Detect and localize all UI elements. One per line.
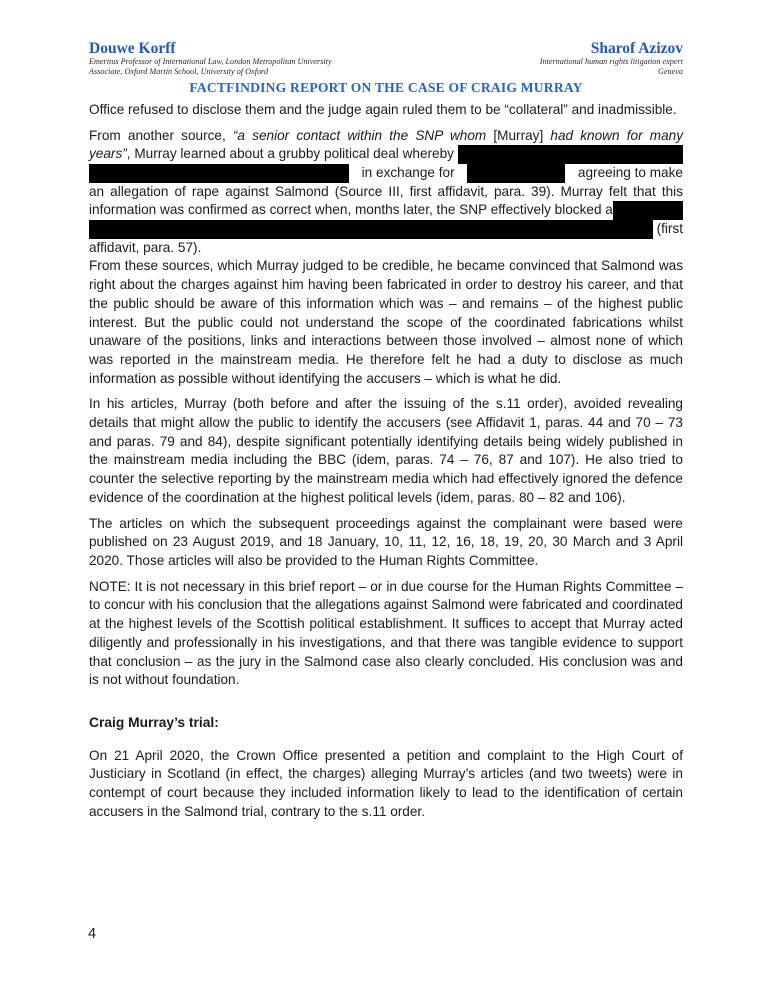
- text-segment: “a senior contact within the SNP whom: [232, 127, 494, 143]
- paragraph-intro: Office refused to disclose them and the judge again ruled them to be “collateral” and inadmissible.: [89, 101, 677, 117]
- author-name-right: Sharof Azizov: [590, 40, 683, 57]
- text-segment: years”: [89, 146, 127, 162]
- paragraph-sources: From these sources, which Murray judged to be credible, he became convinced that Salmond was right about the charges against him having been fabricated in order to destroy his career, and that the public should be aware of this information which was – and remains – of the highest public interest. But the public could not understand the scope of the coordinated fabrications whilst unaware of the positions, links and interactions between those involved – almost none of which was reported in the mainstream media. He therefore felt he had a duty to disclose as much information as possible without identifying the accusers – which is what he did.: [89, 258, 683, 386]
- author-credential: Associate, Oxford Martin School, University of Oxford: [89, 67, 269, 77]
- author-credential: Emeritus Professor of International Law, London Metropolitan University: [89, 57, 332, 66]
- author-name-left: Douwe Korff: [89, 40, 176, 57]
- redacted-paragraph-line: [89, 201, 683, 220]
- text-segment: had known for many: [543, 127, 683, 143]
- redacted-paragraph-line: [89, 239, 683, 258]
- author-block-left: [89, 40, 332, 78]
- page-number: 4: [88, 926, 97, 942]
- redacted-paragraph-line: [89, 127, 683, 146]
- text-segment: (first: [652, 221, 683, 237]
- paragraph-redacted: [89, 127, 683, 258]
- text-segment: affidavit, para. 57).: [89, 239, 202, 255]
- author-credential: International human rights litigation expert: [539, 57, 683, 66]
- text-segment: agreeing to make: [577, 164, 683, 180]
- document-header: [89, 40, 683, 78]
- text-segment: From another source,: [89, 127, 233, 143]
- redaction-bar: [458, 145, 683, 164]
- text-segment: in exchange for: [361, 164, 455, 180]
- paragraph-note: NOTE: It is not necessary in this brief report – or in due course for the Human Rights Committee – to concur with his conclusion that the allegations against Salmond were fabricated and coordinated at the highest levels of the Scottish political establishment. It suffices to accept that Murray acted diligently and professionally in his investigations, and that there was tangible evidence to support that conclusion – as the jury in the Salmond case also clearly concluded. His conclusion was and is not without foundation.: [89, 578, 683, 688]
- text-segment: information was confirmed as correct when, months later, the SNP effectively blocked a: [89, 202, 613, 218]
- text-segment: [Murray]: [493, 127, 544, 143]
- section-heading-trial: Craig Murray’s trial:: [89, 714, 219, 730]
- redacted-paragraph-line: [89, 164, 683, 183]
- redaction-bar: [467, 164, 565, 183]
- paragraph-articles: In his articles, Murray (both before and after the issuing of the s.11 order), avoided revealing details that might allow the public to identify the accusers (see Affidavit 1, paras. 44 and 70 – 73 and paras. 79 and 84), despite significant potentially identifying details being widely published in the mainstream media including the BBC (idem, paras. 74 – 76, 87 and 107). He also tried to counter the selective reporting by the mainstream media which had effectively ignored the defence evidence of the coordination at the highest political levels (idem, paras. 80 – 82 and 106).: [89, 396, 683, 505]
- author-block-right: [540, 40, 683, 78]
- redaction-bar: [613, 201, 683, 220]
- author-credential: Geneva: [657, 67, 683, 77]
- document-body: [89, 101, 683, 822]
- text-segment: , Murray learned about a grubby political deal whereby: [126, 146, 458, 162]
- redaction-bar: [89, 164, 349, 183]
- paragraph-published: The articles on which the subsequent proceedings against the complainant were based were published on 23 August 2019, and 18 January, 10, 11, 12, 16, 18, 19, 20, 30 March and 3 April 2020. Those articles will also be provided to the Human Rights Committee.: [89, 515, 683, 568]
- text-segment: an allegation of rape against Salmond (Source III, first affidavit, para. 39). Murray felt that this: [89, 183, 683, 199]
- redacted-paragraph-line: [89, 183, 683, 202]
- redaction-bar: [89, 220, 653, 239]
- report-title: FACTFINDING REPORT ON THE CASE OF CRAIG MURRAY: [189, 79, 583, 95]
- redacted-paragraph-line: [89, 145, 683, 164]
- paragraph-trial: On 21 April 2020, the Crown Office presented a petition and complaint to the High Court of Justiciary in Scotland (in effect, the charges) alleging Murray’s articles (and two tweets) were in contempt of court because they included information likely to lead to the identification of certain accusers in the Salmond trial, contrary to the s.11 order.: [89, 747, 683, 819]
- redacted-paragraph-line: [89, 220, 683, 239]
